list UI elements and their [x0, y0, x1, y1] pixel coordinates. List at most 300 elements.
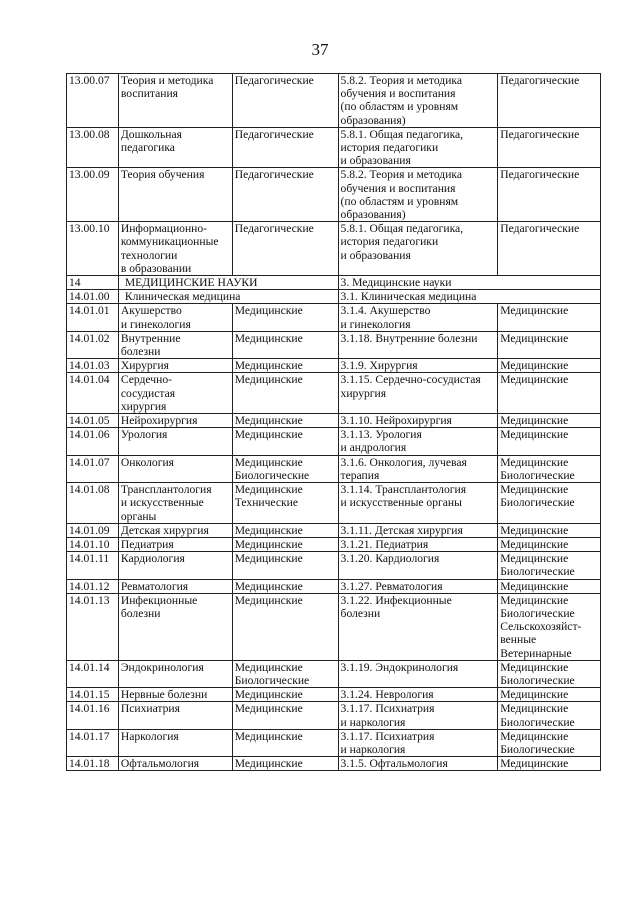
sciences2-cell [498, 523, 601, 537]
code-cell [67, 359, 119, 373]
name-cell-line: Урология [120, 428, 168, 442]
sciences-cell [232, 523, 338, 537]
name-cell-line: в образовании [120, 261, 192, 275]
sciences2-cell [498, 127, 601, 168]
spec-cell-line: и искусственные органы [340, 496, 462, 510]
sciences2-cell-line: Биологические [500, 742, 575, 756]
spec-cell [338, 455, 498, 482]
table-row [67, 729, 601, 756]
sciences2-cell [498, 168, 601, 222]
code-cell-line: 14.01.17 [69, 729, 110, 743]
spec-cell-line: 3.1.18. Внутренние болезни [340, 331, 478, 345]
section-spec-cell-line: 3. Медицинские науки [340, 276, 452, 290]
sciences2-cell [498, 331, 601, 358]
sciences2-cell-line: Биологические [500, 468, 575, 482]
sciences2-cell-line: Медицинские [500, 455, 569, 469]
sciences2-cell-line: Сельскохозяйст- [500, 620, 582, 634]
sciences2-cell [498, 414, 601, 428]
sciences-cell-line: Педагогические [234, 168, 314, 182]
sciences2-cell [498, 455, 601, 482]
code-cell-line: 14.01.11 [69, 552, 110, 566]
section-title-cell-line: МЕДИЦИНСКИЕ НАУКИ [124, 276, 258, 290]
table-row [67, 74, 601, 128]
sciences2-cell-line: Медицинские [500, 428, 569, 442]
spec-cell-line: образования) [340, 208, 406, 222]
spec-cell-line: и андрология [340, 441, 407, 455]
name-cell-line: Офтальмология [120, 757, 200, 771]
name-cell [118, 523, 232, 537]
name-cell [118, 168, 232, 222]
spec-cell-line: хирургия [340, 386, 387, 400]
name-cell-line: Кардиология [120, 552, 185, 566]
code-cell-line: 14.01.16 [69, 702, 110, 716]
spec-cell-line: 3.1.22. Инфекционные [340, 593, 452, 607]
table-row [67, 373, 601, 414]
sciences2-cell-line: Биологические [500, 715, 575, 729]
sciences-cell [232, 74, 338, 128]
spec-cell [338, 552, 498, 579]
spec-cell-line: история педагогики [340, 141, 439, 155]
name-cell-line: Трансплантология [120, 483, 212, 497]
spec-cell-line: 3.1.17. Психиатрия [340, 729, 435, 743]
name-cell-line: Ревматология [120, 579, 189, 593]
sciences-cell-line: Медицинские [234, 702, 303, 716]
sciences-cell [232, 593, 338, 660]
code-cell-line: 14.01.13 [69, 593, 110, 607]
name-cell [118, 127, 232, 168]
sciences-cell-line: Медицинские [234, 523, 303, 537]
sciences-cell [232, 359, 338, 373]
sciences2-cell [498, 304, 601, 331]
sciences2-cell [498, 483, 601, 524]
name-cell [118, 359, 232, 373]
sciences2-cell [498, 702, 601, 729]
sciences2-cell-line: Медицинские [500, 304, 569, 318]
sciences2-cell-line: Медицинские [500, 688, 569, 702]
spec-cell-line: обучения и воспитания [340, 181, 456, 195]
sciences2-cell [498, 359, 601, 373]
table-row [67, 660, 601, 687]
sciences-cell [232, 304, 338, 331]
name-cell-line: Теория обучения [120, 168, 205, 182]
spec-cell [338, 593, 498, 660]
spec-cell-line: и образования [340, 154, 411, 168]
sciences2-cell-line: Медицинские [500, 552, 569, 566]
code-cell-line: 14.01.06 [69, 428, 110, 442]
spec-cell-line: терапия [340, 468, 380, 482]
spec-cell [338, 757, 498, 771]
sciences-cell-line: Медицинские [234, 757, 303, 771]
name-cell-line: Акушерство [120, 304, 182, 318]
name-cell-line: Внутренние [120, 331, 181, 345]
table-row [67, 757, 601, 771]
sciences2-cell-line: Медицинские [500, 593, 569, 607]
sciences-cell-line: Медицинские [234, 455, 303, 469]
code-cell-line: 14.01.08 [69, 483, 110, 497]
sciences2-cell-line: Биологические [500, 606, 575, 620]
name-cell [118, 331, 232, 358]
code-cell-line: 14.01.15 [69, 688, 110, 702]
table-row [67, 593, 601, 660]
sciences-cell-line: Медицинские [234, 428, 303, 442]
sciences2-cell-line: Медицинские [500, 537, 569, 551]
code-cell [67, 290, 119, 304]
code-cell-line: 14.01.00 [69, 290, 110, 304]
spec-cell-line: история педагогики [340, 235, 439, 249]
section-row [67, 290, 601, 304]
sciences2-cell-line: Медицинские [500, 523, 569, 537]
sciences-cell-line: Медицинские [234, 537, 303, 551]
sciences-cell-line: Медицинские [234, 552, 303, 566]
name-cell [118, 222, 232, 276]
code-cell [67, 537, 119, 551]
sciences-cell [232, 428, 338, 455]
sciences2-cell [498, 757, 601, 771]
spec-cell [338, 373, 498, 414]
spec-cell-line: 3.1.13. Урология [340, 428, 422, 442]
table-row [67, 428, 601, 455]
sciences2-cell [498, 373, 601, 414]
spec-cell-line: и наркология [340, 715, 406, 729]
section-spec-cell [338, 276, 600, 290]
name-cell-line: Педиатрия [120, 537, 174, 551]
section-spec-cell-line: 3.1. Клиническая медицина [340, 290, 477, 304]
name-cell [118, 593, 232, 660]
code-cell [67, 702, 119, 729]
sciences2-cell-line: Медицинские [500, 729, 569, 743]
sciences-cell [232, 373, 338, 414]
code-cell [67, 127, 119, 168]
name-cell-line: болезни [120, 606, 161, 620]
code-cell [67, 579, 119, 593]
sciences-cell [232, 660, 338, 687]
sciences2-cell-line: Педагогические [500, 168, 580, 182]
name-cell [118, 660, 232, 687]
sciences2-cell-line: Биологические [500, 673, 575, 687]
name-cell-line: Дошкольная [120, 127, 182, 141]
table-row [67, 579, 601, 593]
code-cell [67, 483, 119, 524]
spec-cell [338, 579, 498, 593]
spec-cell-line: 3.1.20. Кардиология [340, 552, 440, 566]
spec-cell [338, 523, 498, 537]
spec-cell-line: и образования [340, 248, 411, 262]
name-cell-line: воспитания [120, 87, 178, 101]
section-title-cell [118, 290, 338, 304]
sciences-cell [232, 537, 338, 551]
spec-cell [338, 537, 498, 551]
code-cell-line: 14.01.09 [69, 523, 110, 537]
sciences2-cell [498, 552, 601, 579]
sciences-cell-line: Медицинские [234, 593, 303, 607]
sciences-cell [232, 729, 338, 756]
code-cell-line: 14.01.10 [69, 537, 110, 551]
code-cell [67, 74, 119, 128]
name-cell-line: и искусственные [120, 496, 204, 510]
name-cell-line: Нервные болезни [120, 688, 208, 702]
table-row [67, 537, 601, 551]
spec-cell [338, 729, 498, 756]
name-cell-line: Детская хирургия [120, 523, 209, 537]
sciences2-cell-line: Ветеринарные [500, 646, 572, 660]
spec-cell-line: 3.1.5. Офтальмология [340, 757, 448, 771]
code-cell [67, 688, 119, 702]
table-row [67, 688, 601, 702]
sciences-cell [232, 702, 338, 729]
sciences-cell-line: Медицинские [234, 304, 303, 318]
spec-cell [338, 74, 498, 128]
spec-cell [338, 483, 498, 524]
table-row [67, 222, 601, 276]
name-cell-line: Хирургия [120, 359, 169, 373]
name-cell [118, 579, 232, 593]
code-cell [67, 373, 119, 414]
name-cell [118, 483, 232, 524]
spec-cell-line: 5.8.1. Общая педагогика, [340, 222, 464, 236]
spec-cell [338, 304, 498, 331]
sciences2-cell-line: Медицинские [500, 757, 569, 771]
name-cell-line: коммуникационные [120, 235, 219, 249]
sciences-cell [232, 757, 338, 771]
spec-cell-line: болезни [340, 606, 381, 620]
spec-cell-line: 3.1.9. Хирургия [340, 359, 418, 373]
code-cell [67, 276, 119, 290]
name-cell [118, 304, 232, 331]
spec-cell-line: 3.1.27. Ревматология [340, 579, 443, 593]
name-cell-line: технологии [120, 248, 178, 262]
code-cell-line: 14.01.07 [69, 455, 110, 469]
spec-cell-line: обучения и воспитания [340, 87, 456, 101]
name-cell-line: Теория и методика [120, 74, 214, 87]
spec-cell-line: образования) [340, 113, 406, 127]
spec-cell-line: 3.1.10. Нейрохирургия [340, 414, 452, 428]
sciences-cell-line: Педагогические [234, 222, 314, 236]
sciences-cell-line: Педагогические [234, 127, 314, 141]
name-cell [118, 688, 232, 702]
spec-cell-line: 3.1.11. Детская хирургия [340, 523, 463, 537]
name-cell-line: сосудистая [120, 386, 176, 400]
spec-cell-line: 3.1.17. Психиатрия [340, 702, 435, 716]
table-row [67, 483, 601, 524]
sciences-cell-line: Медицинские [234, 359, 303, 373]
code-cell-line: 14.01.12 [69, 579, 110, 593]
spec-cell [338, 359, 498, 373]
specialties-table [66, 73, 601, 771]
sciences-cell-line: Педагогические [234, 74, 314, 87]
sciences-cell [232, 688, 338, 702]
section-title-cell-line: Клиническая медицина [124, 290, 241, 304]
name-cell [118, 702, 232, 729]
name-cell [118, 428, 232, 455]
code-cell-line: 14.01.03 [69, 359, 110, 373]
sciences-cell [232, 127, 338, 168]
table-body [67, 74, 601, 771]
code-cell [67, 304, 119, 331]
name-cell-line: Эндокринология [120, 660, 204, 674]
sciences-cell-line: Медицинские [234, 729, 303, 743]
name-cell [118, 414, 232, 428]
name-cell [118, 552, 232, 579]
spec-cell-line: 5.8.2. Теория и методика [340, 168, 463, 182]
spec-cell-line: (по областям и уровням [340, 100, 459, 114]
spec-cell [338, 660, 498, 687]
spec-cell-line: 3.1.14. Трансплантология [340, 483, 467, 497]
name-cell [118, 455, 232, 482]
name-cell [118, 373, 232, 414]
sciences-cell-line: Медицинские [234, 414, 303, 428]
code-cell [67, 168, 119, 222]
sciences2-cell [498, 593, 601, 660]
spec-cell-line: 3.1.19. Эндокринология [340, 660, 459, 674]
code-cell-line: 13.00.08 [69, 127, 110, 141]
section-title-cell [118, 276, 338, 290]
spec-cell [338, 222, 498, 276]
table-row [67, 455, 601, 482]
code-cell [67, 757, 119, 771]
code-cell-line: 13.00.10 [69, 222, 110, 236]
name-cell [118, 729, 232, 756]
table-row [67, 331, 601, 358]
sciences2-cell-line: Медицинские [500, 359, 569, 373]
sciences2-cell-line: Биологические [500, 565, 575, 579]
spec-cell-line: 3.1.24. Неврология [340, 688, 434, 702]
sciences2-cell-line: Медицинские [500, 373, 569, 387]
name-cell-line: педагогика [120, 141, 175, 155]
section-spec-cell [338, 290, 600, 304]
code-cell [67, 331, 119, 358]
name-cell [118, 757, 232, 771]
code-cell [67, 660, 119, 687]
sciences2-cell [498, 222, 601, 276]
sciences2-cell-line: Медицинские [500, 331, 569, 345]
sciences2-cell-line: Педагогические [500, 222, 580, 236]
sciences2-cell [498, 579, 601, 593]
spec-cell-line: и гинекология [340, 317, 411, 331]
name-cell-line: Инфекционные [120, 593, 198, 607]
code-cell-line: 14 [69, 276, 81, 290]
code-cell [67, 414, 119, 428]
sciences2-cell-line: Медицинские [500, 702, 569, 716]
table-row [67, 702, 601, 729]
name-cell-line: Информационно- [120, 222, 208, 236]
name-cell [118, 74, 232, 128]
name-cell-line: болезни [120, 345, 161, 359]
spec-cell-line: (по областям и уровням [340, 194, 459, 208]
page-number: 37 [311, 40, 329, 59]
sciences2-cell-line: Педагогические [500, 127, 580, 141]
spec-cell [338, 127, 498, 168]
code-cell [67, 593, 119, 660]
table-row [67, 523, 601, 537]
code-cell [67, 523, 119, 537]
sciences-cell-line: Медицинские [234, 331, 303, 345]
sciences-cell-line: Медицинские [234, 660, 303, 674]
code-cell-line: 14.01.14 [69, 660, 110, 674]
table-row [67, 552, 601, 579]
sciences2-cell [498, 537, 601, 551]
sciences2-cell-line: Медицинские [500, 660, 569, 674]
sciences-cell [232, 222, 338, 276]
name-cell-line: и гинекология [120, 317, 191, 331]
sciences2-cell [498, 729, 601, 756]
sciences-cell-line: Медицинские [234, 579, 303, 593]
sciences2-cell [498, 74, 601, 128]
spec-cell-line: 3.1.21. Педиатрия [340, 537, 429, 551]
sciences-cell [232, 168, 338, 222]
table-row [67, 304, 601, 331]
code-cell-line: 14.01.18 [69, 757, 110, 771]
sciences2-cell-line: Биологические [500, 496, 575, 510]
code-cell [67, 552, 119, 579]
spec-cell [338, 331, 498, 358]
sciences-cell [232, 414, 338, 428]
code-cell [67, 455, 119, 482]
spec-cell [338, 428, 498, 455]
sciences-cell-line: Медицинские [234, 373, 303, 387]
name-cell-line: Психиатрия [120, 702, 180, 716]
sciences-cell-line: Медицинские [234, 688, 303, 702]
code-cell-line: 14.01.02 [69, 331, 110, 345]
sciences2-cell [498, 660, 601, 687]
code-cell-line: 14.01.01 [69, 304, 110, 318]
sciences2-cell-line: Педагогические [500, 74, 580, 87]
spec-cell-line: 5.8.2. Теория и методика [340, 74, 463, 87]
sciences2-cell-line: Медицинские [500, 414, 569, 428]
sciences2-cell [498, 688, 601, 702]
sciences2-cell-line: Медицинские [500, 483, 569, 497]
table-row [67, 168, 601, 222]
sciences-cell [232, 331, 338, 358]
spec-cell-line: 3.1.4. Акушерство [340, 304, 431, 318]
spec-cell [338, 414, 498, 428]
sciences2-cell-line: Медицинские [500, 579, 569, 593]
name-cell-line: хирургия [120, 399, 167, 413]
spec-cell-line: 5.8.1. Общая педагогика, [340, 127, 464, 141]
sciences-cell-line: Медицинские [234, 483, 303, 497]
code-cell-line: 14.01.04 [69, 373, 110, 387]
code-cell [67, 729, 119, 756]
sciences-cell-line: Биологические [234, 468, 310, 482]
name-cell-line: Сердечно- [120, 373, 172, 387]
sciences-cell-line: Биологические [234, 673, 310, 687]
table-row [67, 127, 601, 168]
spec-cell [338, 168, 498, 222]
name-cell [118, 537, 232, 551]
spec-cell-line: 3.1.6. Онкология, лучевая [340, 455, 467, 469]
sciences-cell [232, 455, 338, 482]
code-cell [67, 222, 119, 276]
code-cell [67, 428, 119, 455]
name-cell-line: Наркология [120, 729, 179, 743]
sciences2-cell-line: венные [500, 633, 537, 647]
code-cell-line: 13.00.09 [69, 168, 110, 182]
name-cell-line: Онкология [120, 455, 174, 469]
table-row [67, 359, 601, 373]
sciences-cell [232, 483, 338, 524]
name-cell-line: Нейрохирургия [120, 414, 198, 428]
spec-cell-line: и наркология [340, 742, 406, 756]
code-cell-line: 14.01.05 [69, 414, 110, 428]
sciences-cell-line: Технические [234, 496, 298, 510]
sciences-cell [232, 552, 338, 579]
name-cell-line: органы [120, 509, 157, 523]
section-row [67, 276, 601, 290]
spec-cell [338, 702, 498, 729]
table-row [67, 414, 601, 428]
sciences2-cell [498, 428, 601, 455]
spec-cell [338, 688, 498, 702]
spec-cell-line: 3.1.15. Сердечно-сосудистая [340, 373, 481, 387]
